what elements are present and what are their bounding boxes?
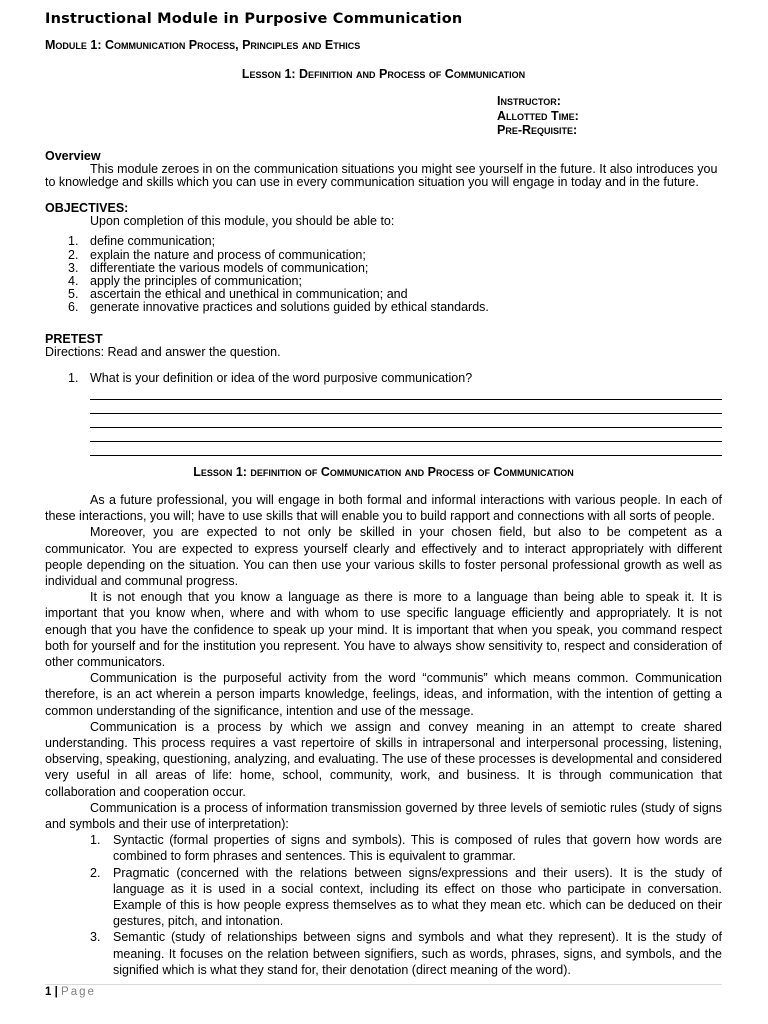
page-footer [45,986,96,998]
overview-section [45,150,722,190]
overview-heading: Overview [45,149,101,163]
item-number: 3. [68,260,79,275]
document-title: Instructional Module in Purposive Communication [45,11,463,27]
item-number: 1. [90,833,101,848]
item-number: 1. [68,234,79,249]
module-title: Module 1: Communication Process, Principles and Ethics [45,38,361,52]
paragraph: It is not enough that you know a language as there is more to a language than being able to speak it. It is important that you know when, where and with whom to use specific language efficiently and appropriately. It is not enough that you have the confidence to speak up your mind. It is important that when you speak, you command respect both for yourself and for the institution you represent. You have to always show sensitivity to, respect and consideration of other communicators. [45,590,722,670]
list-item [45,301,722,314]
item-text: explain the nature and process of communication; [90,247,366,262]
pretest-heading: PRETEST [45,332,103,346]
question-text: What is your definition or idea of the word purposive communication? [90,371,473,386]
paragraph: Communication is the purposeful activity from the word “communis” which means common. Communication therefore, is an act wherein a person imparts knowledge, feelings, ideas, and information, with the intention of getting a common understanding of the significance, intention and use of the message. [45,671,722,718]
item-text: apply the principles of communication; [90,274,302,289]
list-item [45,865,722,930]
course-info [497,94,579,138]
item-text: define communication; [90,234,216,249]
answer-lines[interactable] [90,386,722,456]
item-text: generate innovative practices and solutions guided by ethical standards. [90,300,489,315]
answer-line[interactable] [90,428,722,442]
list-item [45,372,722,385]
paragraph: Communication is a process by which we assign and convey meaning in an attempt to create shared understanding. This process requires a vast repertoire of skills in intrapersonal and interpersonal processing, listening, observing, speaking, questioning, analyzing, and evaluating. The use of these processes is developmental and considered very useful in all areas of life: home, school, community, work, and business. It is through communication that collaboration and cooperation occur. [45,719,722,799]
item-number: 2. [68,247,79,262]
pretest-section [45,333,722,386]
allotted-time-label: Allotted Time: [497,108,579,123]
page-label: Page [61,986,96,998]
answer-line[interactable] [90,386,722,400]
footer-divider [45,984,722,985]
objectives-intro: Upon completion of this module, you should be able to: [90,214,395,229]
answer-line[interactable] [90,400,722,414]
item-number: 2. [90,865,101,880]
item-text: ascertain the ethical and unethical in communication; and [90,287,408,302]
lesson-title: Lesson 1: Definition and Process of Communication [241,67,526,81]
objectives-section [45,202,722,315]
answer-line[interactable] [90,414,722,428]
item-text: Pragmatic (concerned with the relations between signs/expressions and their users). It is the study of language as it is used in a social context, including its effect on those who participate in conversation. Example of this is how people express themselves as to what they mean etc. which can be deduced on their gestures, pitch, and intonation. [113,865,722,929]
objectives-list [45,235,722,314]
overview-text: This module zeroes in on the communication situations you might see yourself in the future. It also introduces you to knowledge and skills which you can use in every communication situation you will engage in today and in the future. [45,162,718,190]
item-number: 1. [68,371,79,386]
prerequisite-label: Pre-Requisite: [497,123,578,137]
paragraph: As a future professional, you will engage in both formal and informal interactions with various people. In each of these interactions, you will; have to use skills that will enable you to build rapport and connections with all sorts of people. [45,493,722,524]
item-number: 3. [90,930,101,945]
pretest-directions: Directions: Read and answer the question. [45,345,281,360]
item-text: Semantic (study of relationships between signs and symbols and what they represent). It is the study of meaning. It focuses on the relation between signifiers, such as words, phrases, signs, and symbols, and the signified which is what they stand for, their denotation (direct meaning of the word). [113,930,722,977]
item-number: 6. [68,300,79,315]
objectives-heading: OBJECTIVES: [45,201,129,215]
item-text: differentiate the various models of communication; [90,260,369,275]
item-number: 4. [68,274,79,289]
list-item [45,832,722,864]
semiotic-rules-list [45,832,722,978]
lesson-heading: Lesson 1: definition of Communication and Process of Communication [193,465,574,479]
pretest-questions [45,372,722,385]
item-number: 5. [68,287,79,302]
list-item [45,929,722,978]
paragraph: Moreover, you are expected to not only be skilled in your chosen field, but also to be competent as a communicator. You are expected to express yourself clearly and effectively and to interact appropriately with different people depending on the situation. You can then use your various skills to foster personal professional growth as well as individual and communal progress. [45,525,722,589]
item-text: Syntactic (formal properties of signs and symbols). This is composed of rules that govern how words are combined to form phrases and sentences. This is equivalent to grammar. [113,833,722,864]
paragraph: Communication is a process of information transmission governed by three levels of semiotic rules (study of signs and symbols and their use of interpretation): [45,800,722,832]
lesson-body [45,492,722,978]
page-number: 1 [45,986,52,998]
footer-separator: | [54,986,58,998]
instructor-label: Instructor: [497,94,561,108]
answer-line[interactable] [90,442,722,456]
